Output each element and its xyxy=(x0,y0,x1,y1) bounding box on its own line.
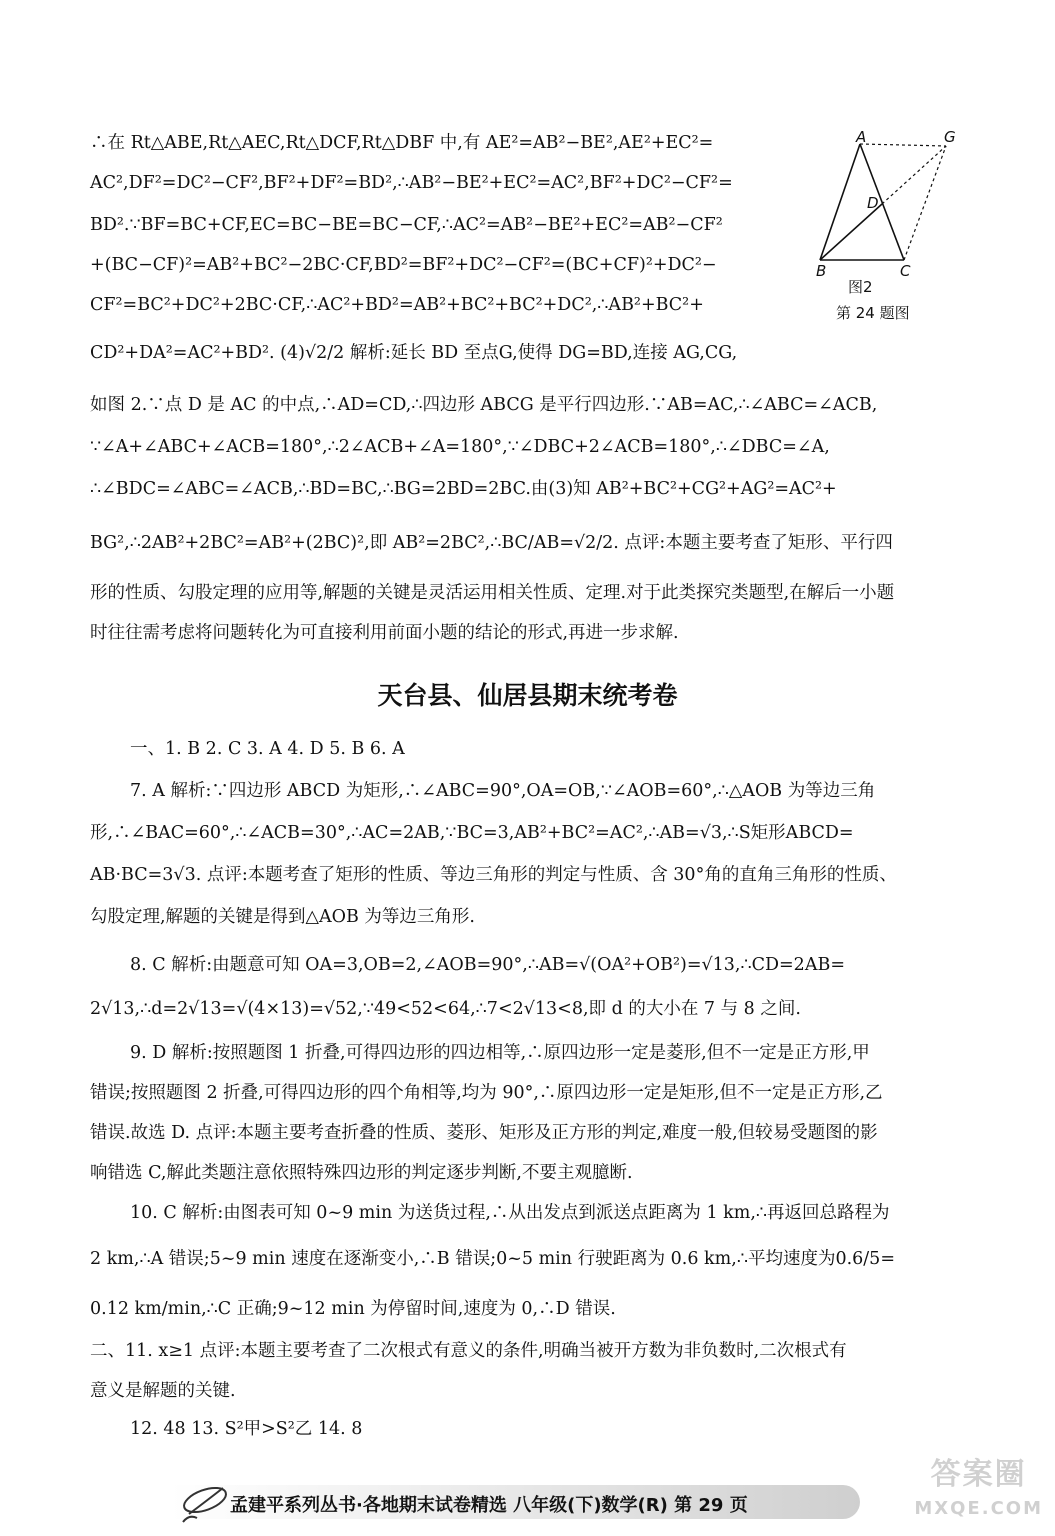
answer-line: 9. D 解析:按照题图 1 折叠,可得四边形的四边相等,∴原四边形一定是菱形,但不一定是正方形,甲 xyxy=(130,1043,870,1063)
answer-line: 形,∴∠BAC=60°,∴∠ACB=30°,∴AC=2AB,∵BC=3,AB²+BC²=AC²,∴AB=√3,∴S矩形ABCD= xyxy=(90,823,854,843)
footer-text: 孟建平系列丛书·各地期末试卷精选 八年级(下)数学(R) 第 29 页 xyxy=(230,1495,748,1516)
watermark-url: MXQE.COM xyxy=(914,1498,1043,1519)
text-line: +(BC−CF)²=AB²+BC²−2BC·CF,BD²=BF²+DC²−CF²=(BC+CF)²+DC²− xyxy=(90,255,717,275)
answer-line: 2 km,∴A 错误;5~9 min 速度在逐渐变小,∴B 错误;0~5 min 行驶距离为 0.6 km,∴平均速度为0.6/5= xyxy=(90,1249,895,1269)
answer-line: 7. A 解析:∵四边形 ABCD 为矩形,∴∠ABC=90°,OA=OB,∵∠AOB=60°,∴△AOB 为等边三角 xyxy=(130,781,876,801)
text-line: ∴在 Rt△ABE,Rt△AEC,Rt△DCF,Rt△DBF 中,有 AE²=AB²−BE²,AE²+EC²= xyxy=(90,133,714,153)
answer-line: 错误;按照题图 2 折叠,可得四边形的四个角相等,均为 90°,∴原四边形一定是矩形,但不一定是正方形,乙 xyxy=(90,1083,883,1103)
watermark-title: 答案圈 xyxy=(930,1457,1027,1492)
point-label-c: C xyxy=(900,262,911,280)
answer-line: 10. C 解析:由图表可知 0~9 min 为送货过程,∴从出发点到派送点距离为 1 km,∴再返回总路程为 xyxy=(130,1203,890,1223)
answer-line: 勾股定理,解题的关键是得到△AOB 为等边三角形. xyxy=(90,907,475,927)
page-footer xyxy=(170,1485,860,1519)
answer-line: 0.12 km/min,∴C 正确;9~12 min 为停留时间,速度为 0,∴D 错误. xyxy=(90,1299,616,1319)
text-line: BG²,∴2AB²+2BC²=AB²+(2BC)²,即 AB²=2BC²,∴BC/AB=√2/2. 点评:本题主要考查了矩形、平行四 xyxy=(90,533,893,553)
section-title: 天台县、仙居县期末统考卷 xyxy=(377,681,678,710)
answer-line: 12. 48 13. S²甲>S²乙 14. 8 xyxy=(130,1419,363,1439)
watermark xyxy=(914,1458,1043,1526)
answer-line: 意义是解题的关键. xyxy=(90,1381,236,1401)
text-line: 形的性质、勾股定理的应用等,解题的关键是灵活运用相关性质、定理.对于此类探究类题型,在解后一小题 xyxy=(90,583,895,603)
answer-line: 一、1. B 2. C 3. A 4. D 5. B 6. A xyxy=(130,739,405,759)
answer-line: 响错选 C,解此类题注意依照特殊四边形的判定逐步判断,不要主观臆断. xyxy=(90,1163,633,1183)
figure-caption: 图2 xyxy=(848,278,873,296)
answer-line: 二、11. x≥1 点评:本题主要考查了二次根式有意义的条件,明确当被开方数为非负数时,二次根式有 xyxy=(90,1341,847,1361)
point-label-g: G xyxy=(944,128,956,146)
parallelogram-diagram xyxy=(812,132,962,282)
text-line: BD².∵BF=BC+CF,EC=BC−BE=BC−CF,∴AC²=AB²−BE²+EC²=AB²−CF² xyxy=(90,215,723,235)
text-line: CD²+DA²=AC²+BD². (4)√2/2 解析:延长 BD 至点G,使得 DG=BD,连接 AG,CG, xyxy=(90,343,738,363)
point-label-a: A xyxy=(856,128,867,146)
geometry-figure xyxy=(812,128,962,282)
point-label-d: D xyxy=(867,194,879,212)
text-line: 时往往需考虑将问题转化为可直接利用前面小题的结论的形式,再进一步求解. xyxy=(90,623,679,643)
text-line: CF²=BC²+DC²+2BC·CF,∴AC²+BD²=AB²+BC²+BC²+DC²,∴AB²+BC²+ xyxy=(90,295,704,315)
leaf-logo-icon xyxy=(175,1478,235,1526)
answer-line: AB·BC=3√3. 点评:本题考查了矩形的性质、等边三角形的判定与性质、含 30°角的直角三角形的性质、 xyxy=(90,865,897,885)
answer-line: 2√13,∴d=2√13=√(4×13)=√52,∵49<52<64,∴7<2√13<8,即 d 的大小在 7 与 8 之间. xyxy=(90,999,801,1019)
text-line: AC²,DF²=DC²−CF²,BF²+DF²=BD²,∴AB²−BE²+EC²=AC²,BF²+DC²−CF²= xyxy=(90,173,733,193)
text-line: 如图 2.∵点 D 是 AC 的中点,∴AD=CD,∴四边形 ABCG 是平行四边形.∵AB=AC,∴∠ABC=∠ACB, xyxy=(90,395,878,415)
figure-title: 第 24 题图 xyxy=(836,304,910,322)
answer-line: 错误.故选 D. 点评:本题主要考查折叠的性质、菱形、矩形及正方形的判定,难度一般,但较易受题图的影 xyxy=(90,1123,878,1143)
answer-line: 8. C 解析:由题意可知 OA=3,OB=2,∠AOB=90°,∴AB=√(OA²+OB²)=√13,∴CD=2AB= xyxy=(130,955,845,975)
text-line: ∵∠A+∠ABC+∠ACB=180°,∴2∠ACB+∠A=180°,∵∠DBC+2∠ACB=180°,∴∠DBC=∠A, xyxy=(90,437,830,457)
point-label-b: B xyxy=(816,262,827,280)
text-line: ∴∠BDC=∠ABC=∠ACB,∴BD=BC,∴BG=2BD=2BC.由(3)知 AB²+BC²+CG²+AG²=AC²+ xyxy=(90,479,837,499)
